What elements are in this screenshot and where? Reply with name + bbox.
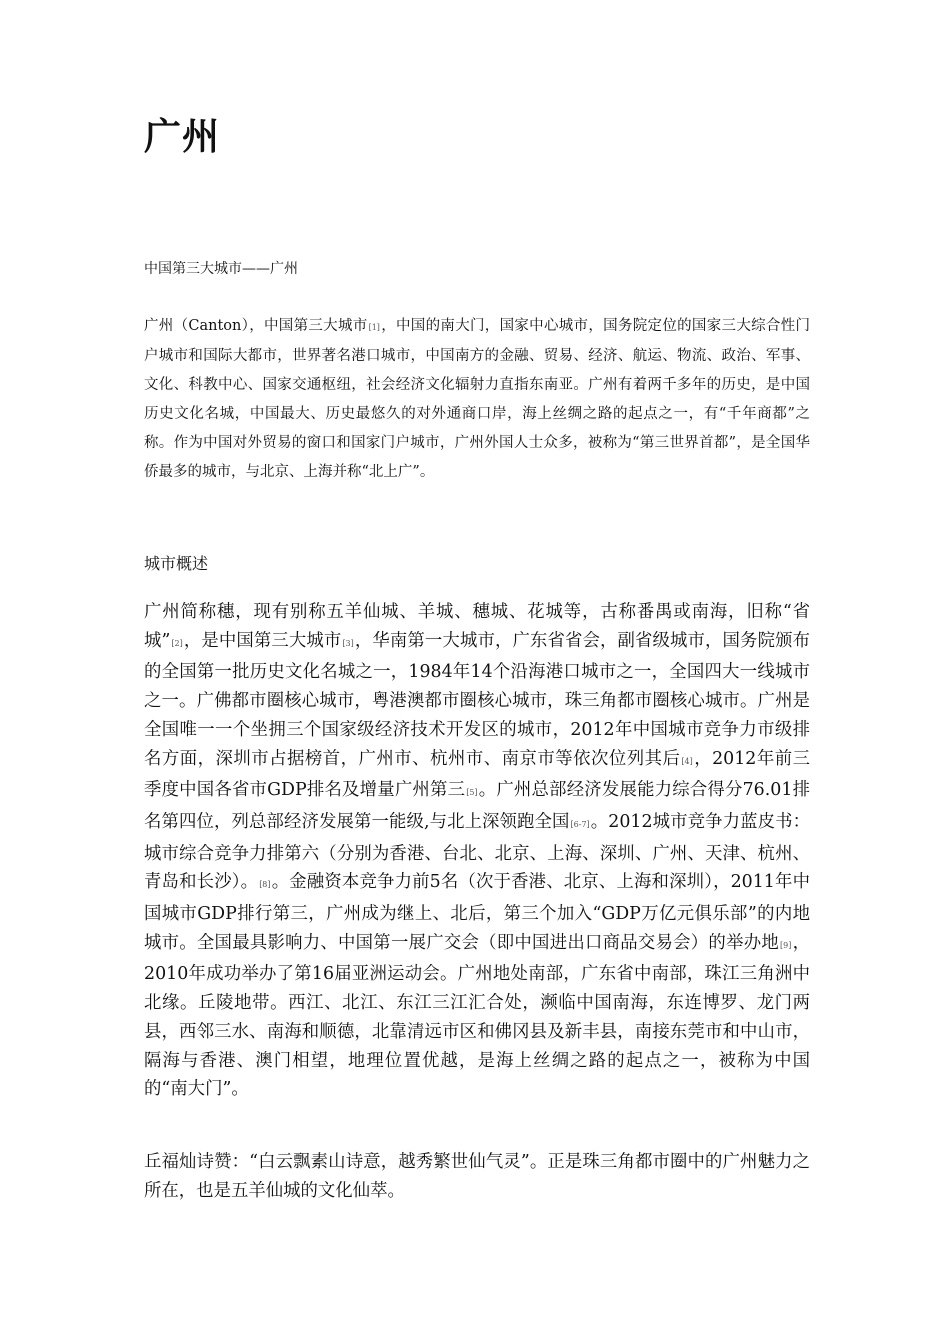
footnote-ref[interactable]: [9] bbox=[780, 940, 792, 950]
footnote-ref[interactable]: [3] bbox=[342, 638, 354, 648]
footnote-ref[interactable]: [6-7] bbox=[570, 819, 590, 829]
footnote-ref[interactable]: [8] bbox=[259, 880, 271, 890]
page-subtitle: 中国第三大城市——广州 bbox=[144, 261, 298, 277]
footnote-ref[interactable]: [5] bbox=[466, 788, 478, 798]
footnote-ref[interactable]: [1] bbox=[368, 323, 380, 332]
page-title: 广州 bbox=[144, 115, 220, 158]
poem-paragraph: 丘福灿诗赞：“白云飘素山诗意，越秀繁世仙气灵”。正是珠三角都市圈中的广州魅力之所在，也是五羊仙城的文化仙萃。 bbox=[144, 1152, 810, 1201]
overview-paragraph: 广州简称穗，现有别称五羊仙城、羊城、穗城、花城等，古称番禺或南海，旧称“省城”[2]，是中国第三大城市[3]，华南第一大城市，广东省省会，副省级城市，国务院颁布的全国第一批历史文化名城之一，1984年14个沿海港口城市之一，全国四大一线城市之一。广佛都市圈核心城市，粤港澳都市圈核心城市，珠三角都市圈核心城市。广州是全国唯一一个坐拥三个国家级经济技术开发区的城市，2012年中国城市竞争力市级排名方面，深圳市占据榜首，广州市、杭州市、南京市等依次位列其后[4]，2012年前三季度中国各省市GDP排名及增量广州第三[5]。广州总部经济发展能力综合得分76.01排名第四位，列总部经济发展第一能级,与北上深领跑全国[6-7]。2012城市竞争力蓝皮书：城市综合竞争力排第六（分别为香港、台北、北京、上海、深圳、广州、天津、杭州、青岛和长沙）。[8]。金融资本竞争力前5名（次于香港、北京、上海和深圳），2011年中国城市GDP排行第三，广州成为继上、北后，第三个加入“GDP万亿元俱乐部”的内地城市。全国最具影响力、中国第一展广交会（即中国进出口商品交易会）的举办地[9]，2010年成功举办了第16届亚洲运动会。广州地处南部，广东省中南部，珠江三角洲中北缘。丘陵地带。西江、北江、东江三江汇合处，濒临中国南海，东连博罗、龙门两县，西邻三水、南海和顺德，北靠清远市区和佛冈县及新丰县，南接东莞市和中山市，隔海与香港、澳门相望，地理位置优越，是海上丝绸之路的起点之一，被称为中国的“南大门”。 bbox=[144, 602, 810, 1100]
section-heading: 城市概述 bbox=[144, 554, 209, 573]
intro-paragraph: 广州（Canton），中国第三大城市[1]，中国的南大门，国家中心城市，国务院定位的国家三大综合性门户城市和国际大都市，世界著名港口城市，中国南方的金融、贸易、经济、航运、物流、政治、军事、文化、科教中心、国家交通枢纽，社会经济文化辐射力直指东南亚。广州有着两千多年的历史，是中国历史文化名城，中国最大、历史最悠久的对外通商口岸，海上丝绸之路的起点之一，有“千年商都”之称。作为中国对外贸易的窗口和国家门户城市，广州外国人士众多，被称为“第三世界首都”，是全国华侨最多的城市，与北京、上海并称“北上广”。 bbox=[144, 318, 810, 480]
footnote-ref[interactable]: [4] bbox=[681, 756, 693, 766]
footnote-ref[interactable]: [2] bbox=[171, 638, 183, 648]
